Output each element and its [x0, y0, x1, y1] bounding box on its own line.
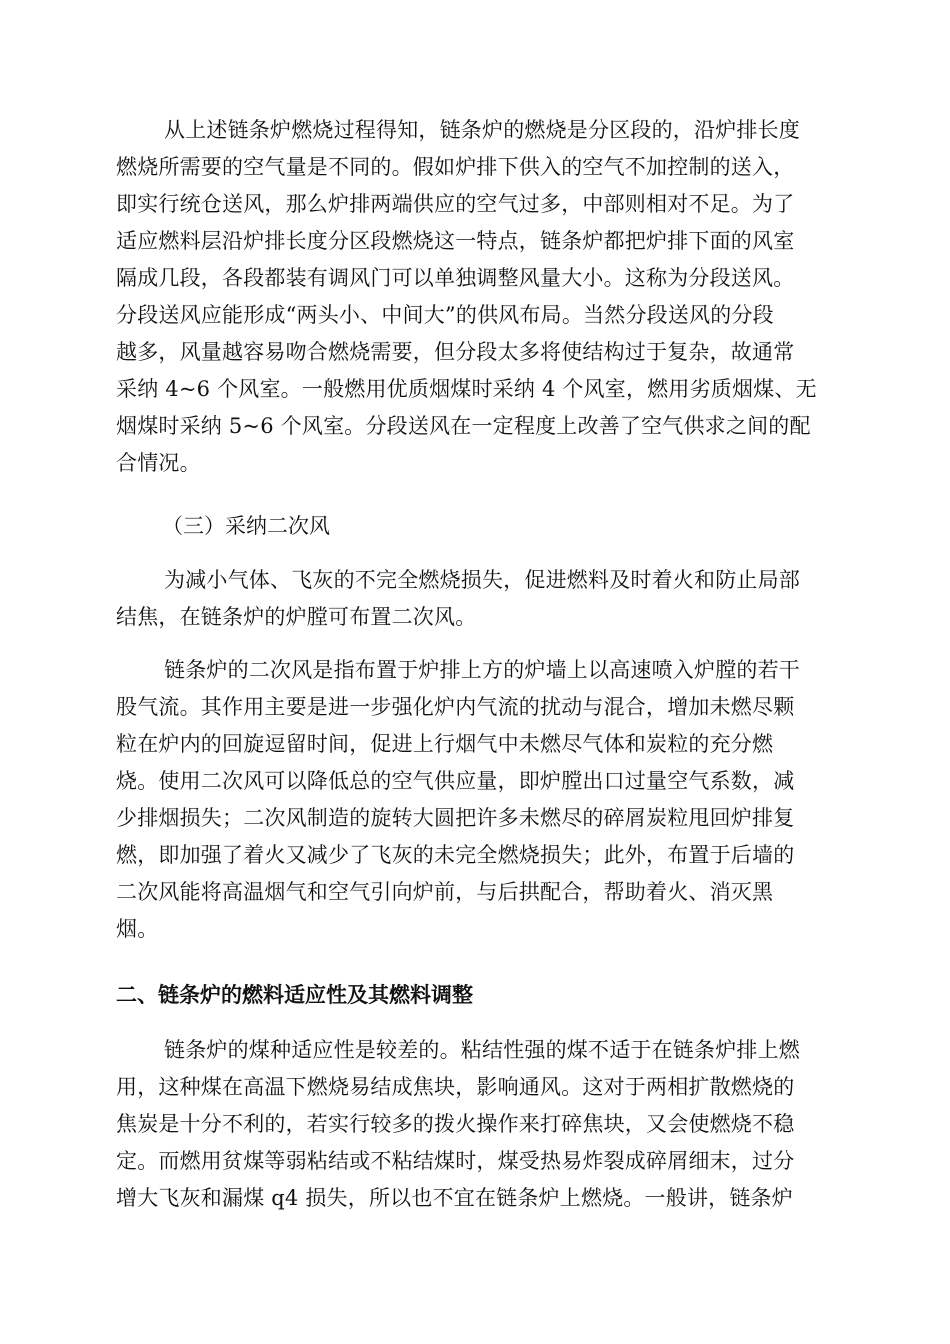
text-line: 从上述链条炉燃烧过程得知，链条炉的燃烧是分区段的，沿炉排长度 [164, 118, 800, 142]
text-line: 适应燃料层沿炉排长度分区段燃烧这一特点，链条炉都把炉排下面的风室 [116, 229, 795, 253]
text-line: 焦炭是十分不利的，若实行较多的拨火操作来打碎焦块，又会使燃烧不稳 [116, 1112, 795, 1136]
section-heading: 二、链条炉的燃料适应性及其燃料调整 [116, 983, 473, 1007]
paragraph-fuel-adaptability [116, 1032, 836, 1217]
text-line: 即实行统仓送风，那么炉排两端供应的空气过多，中部则相对不足。为了 [116, 192, 795, 216]
paragraph-secondary-air-intro [116, 562, 836, 636]
text-line: 燃，即加强了着火又减少了飞灰的未完全燃烧损失；此外，布置于后墙的 [116, 843, 795, 867]
text-line: 烧。使用二次风可以降低总的空气供应量，即炉膛出口过量空气系数，减 [116, 769, 795, 793]
text-line: 结焦，在链条炉的炉膛可布置二次风。 [116, 605, 477, 629]
text-line: 二次风能将高温烟气和空气引向炉前，与后拱配合，帮助着火、消灭黑 [116, 880, 774, 904]
text-line: 定。而燃用贫煤等弱粘结或不粘结煤时，煤受热易炸裂成碎屑细末，过分 [116, 1149, 795, 1173]
text-line: 为减小气体、飞灰的不完全燃烧损失，促进燃料及时着火和防止局部 [164, 568, 800, 592]
text-line: 股气流。其作用主要是进一步强化炉内气流的扰动与混合，增加未燃尽颗 [116, 695, 795, 719]
text-line: 燃烧所需要的空气量是不同的。假如炉排下供入的空气不加控制的送入， [116, 155, 795, 179]
text-line: 链条炉的煤种适应性是较差的。粘结性强的煤不适于在链条炉排上燃 [164, 1038, 800, 1062]
paragraph-staged-air [116, 112, 836, 482]
text-line: 少排烟损失；二次风制造的旋转大圆把许多未燃尽的碎屑炭粒甩回炉排复 [116, 806, 795, 830]
text-line: 烟煤时采纳 5~6 个风室。分段送风在一定程度上改善了空气供求之间的配 [116, 414, 811, 438]
section-subheading: （三）采纳二次风 [162, 514, 330, 538]
text-line: 分段送风应能形成“两头小、中间大”的供风布局。当然分段送风的分段 [116, 303, 774, 327]
text-line: 粒在炉内的回旋逗留时间，促进上行烟气中未燃尽气体和炭粒的充分燃 [116, 732, 774, 756]
paragraph-secondary-air-detail [116, 652, 836, 948]
text-line: 烟。 [116, 917, 159, 941]
text-line: 采纳 4~6 个风室。一般燃用优质烟煤时采纳 4 个风室，燃用劣质烟煤、无 [116, 377, 817, 401]
text-line: 越多，风量越容易吻合燃烧需要，但分段太多将使结构过于复杂，故通常 [116, 340, 795, 364]
text-line: 合情况。 [116, 451, 201, 475]
text-line: 隔成几段，各段都装有调风门可以单独调整风量大小。这称为分段送风。 [116, 266, 795, 290]
text-line: 链条炉的二次风是指布置于炉排上方的炉墙上以高速喷入炉膛的若干 [164, 658, 800, 682]
text-line: 增大飞灰和漏煤 q4 损失，所以也不宜在链条炉上燃烧。一般讲，链条炉 [116, 1186, 793, 1210]
text-line: 用，这种煤在高温下燃烧易结成焦块，影响通风。这对于两相扩散燃烧的 [116, 1075, 795, 1099]
